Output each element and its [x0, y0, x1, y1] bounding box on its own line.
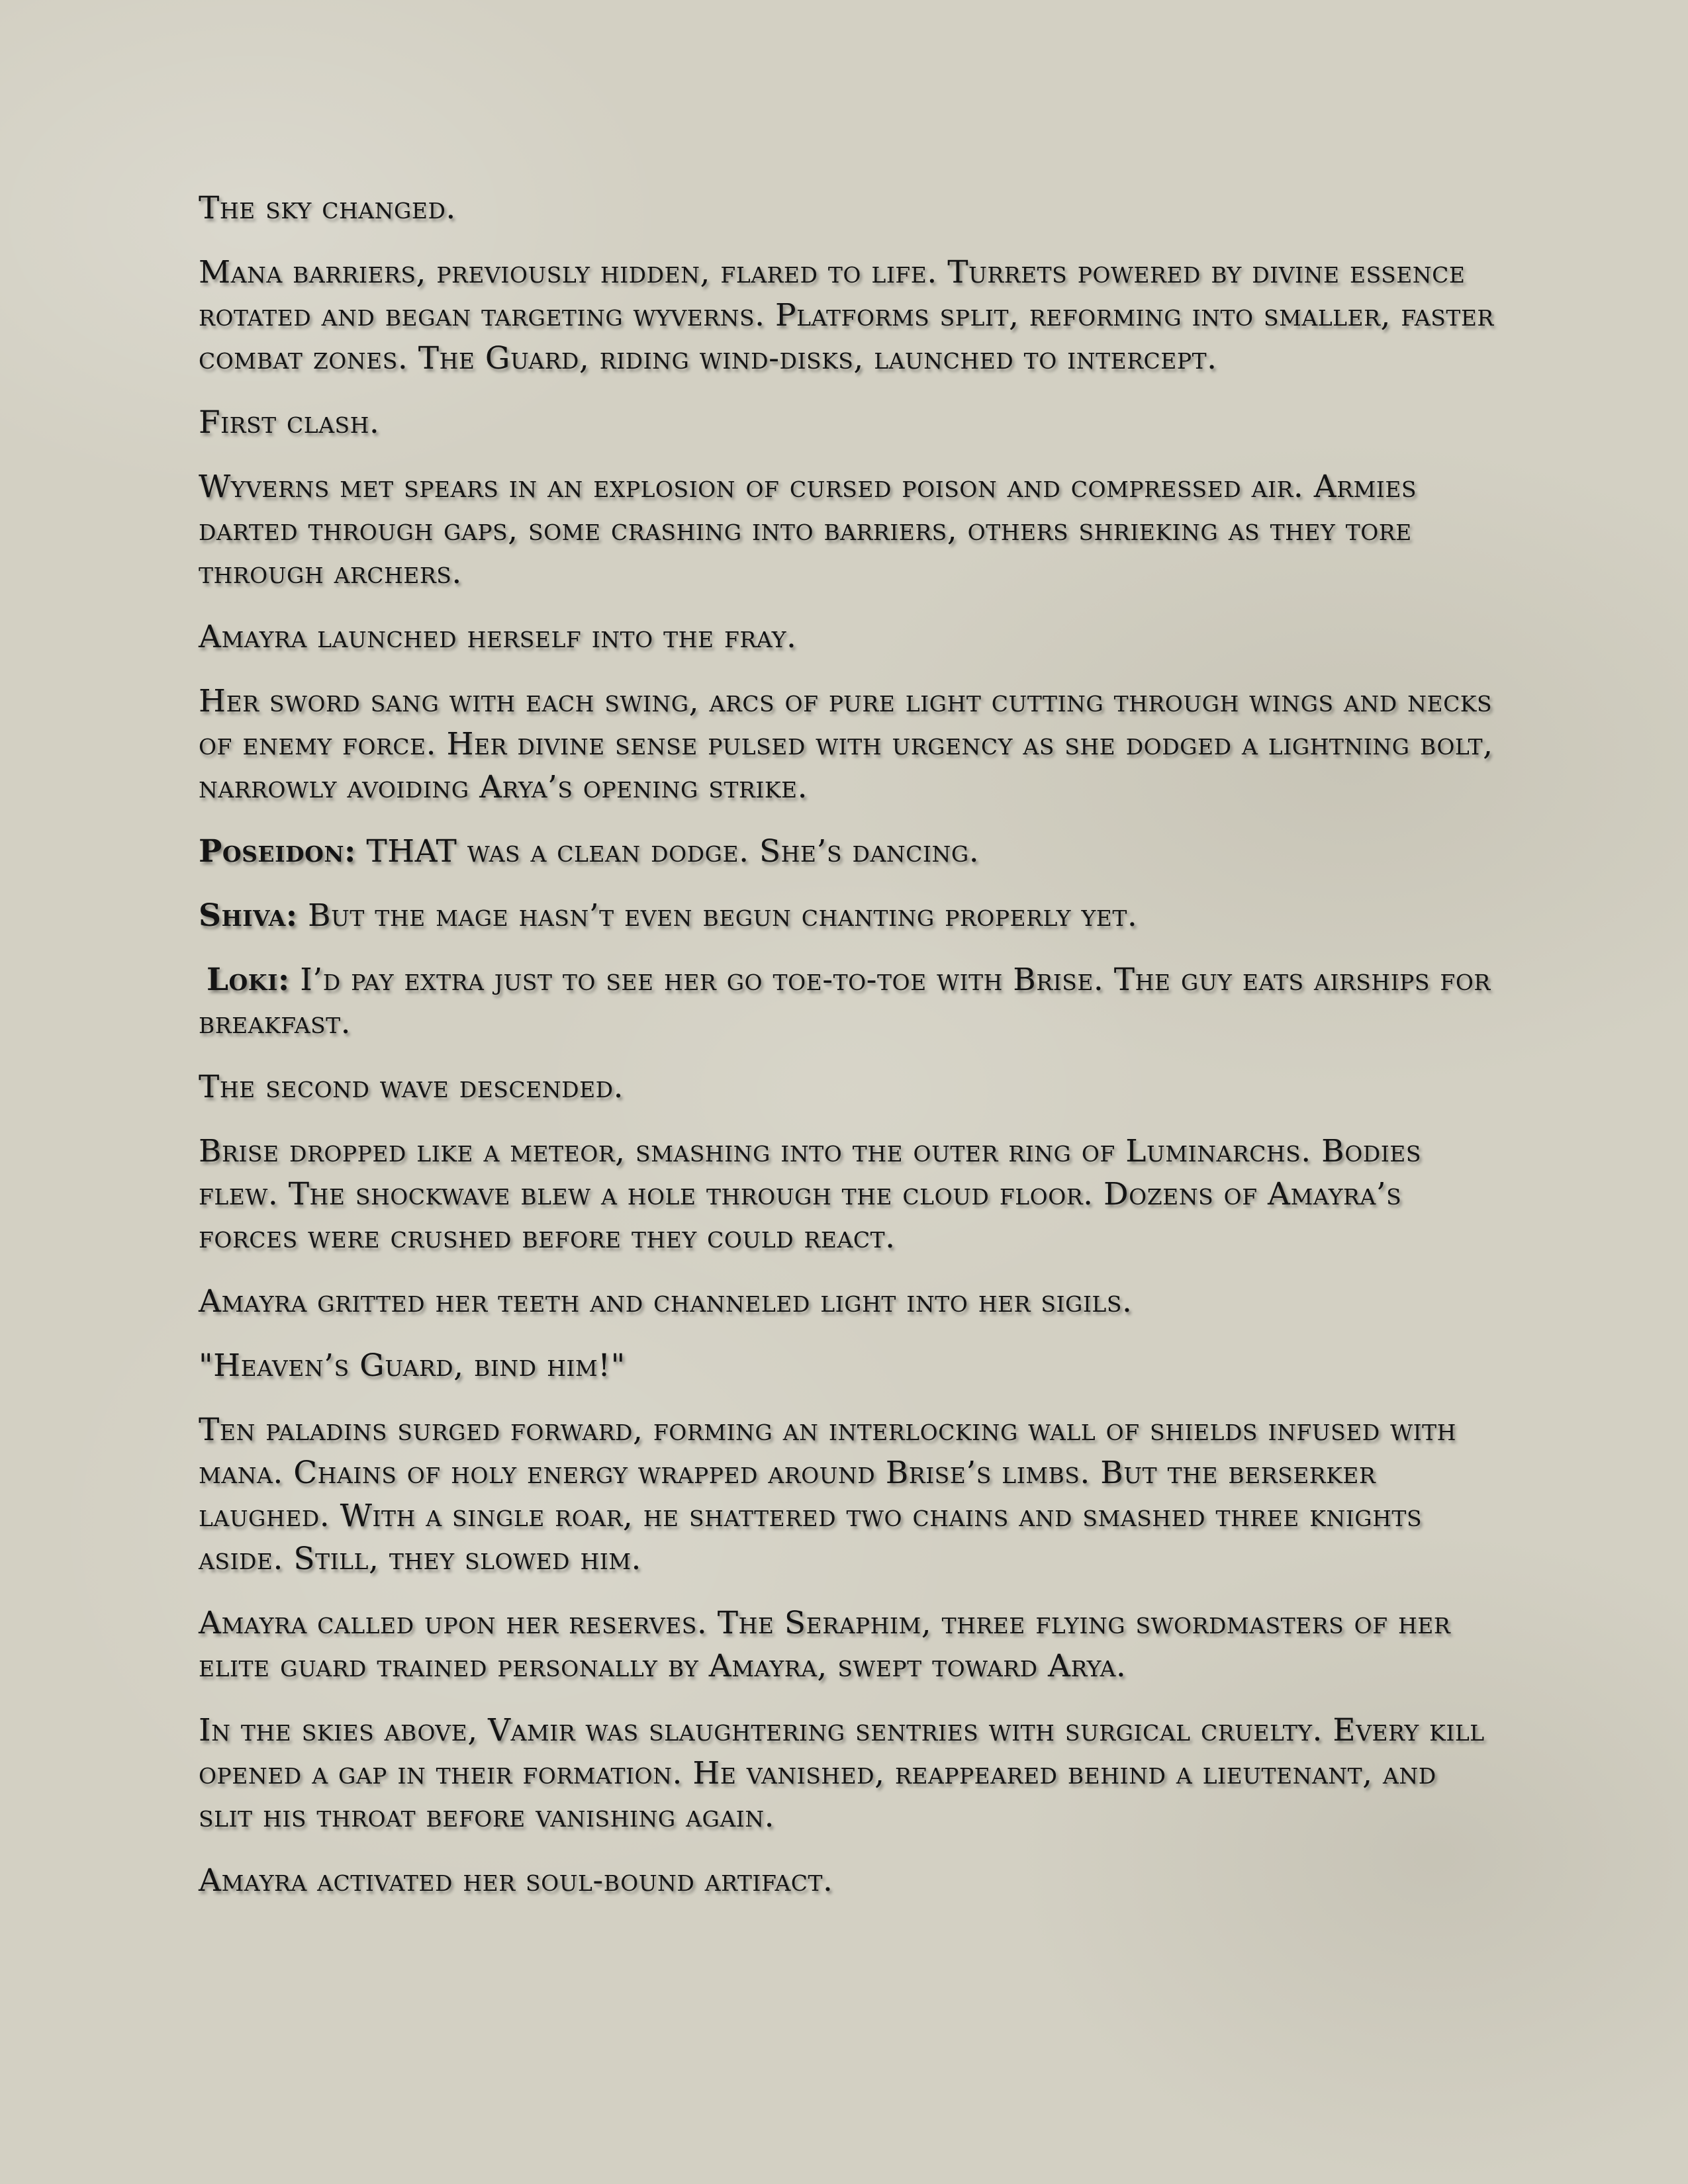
- paragraph: Amayra called upon her reserves. The Seraphim, three flying swordmasters of her elite guard trained personally by Amayra, swept toward Arya.: [199, 1605, 1451, 1684]
- paragraph: Mana barriers, previously hidden, flared to life. Turrets powered by divine essence rotated and began targeting wyverns. Platforms split, reforming into smaller, faster combat zones. The Guard, riding wind-disks, launched to intercept.: [199, 254, 1494, 377]
- dialogue-line: [199, 894, 1496, 937]
- speaker-name: Shiva:: [199, 897, 298, 934]
- paragraph: The sky changed.: [199, 190, 456, 226]
- dialogue-text: But the mage hasn’t even begun chanting properly yet.: [297, 897, 1138, 934]
- paragraph: Amayra activated her soul-bound artifact.: [199, 1862, 833, 1899]
- paragraph: Amayra launched herself into the fray.: [199, 619, 797, 655]
- paragraph: Ten paladins surged forward, forming an interlocking wall of shields infused with mana. Chains of holy energy wrapped around Brise’s limbs. But the berserker laughed. With a single roar, he shattered two chains and smashed three knights aside. Still, they slowed him.: [199, 1412, 1456, 1577]
- dialogue-text: THAT was a clean dodge. She’s dancing.: [355, 833, 980, 870]
- speaker-name: Loki:: [207, 962, 290, 998]
- paragraph: In the skies above, Vamir was slaughtering sentries with surgical cruelty. Every kill opened a gap in their formation. He vanished, reappeared behind a lieutenant, and slit his throat before vanishing again.: [199, 1712, 1485, 1835]
- paragraph: Brise dropped like a meteor, smashing into the outer ring of Luminarchs. Bodies flew. The shockwave blew a hole through the cloud floor. Dozens of Amayra’s forces were crushed before they could react.: [199, 1133, 1421, 1255]
- text-column: [199, 187, 1496, 1923]
- paragraph: The second wave descended.: [199, 1069, 624, 1105]
- paragraph: Her sword sang with each swing, arcs of pure light cutting through wings and necks of enemy force. Her divine sense pulsed with urgency as she dodged a lightning bolt, narrowly avoiding Arya’s opening strike.: [199, 683, 1493, 805]
- paragraph: Amayra gritted her teeth and channeled light into her sigils.: [199, 1283, 1133, 1320]
- dialogue-line: [199, 830, 1496, 873]
- speaker-name: Poseidon:: [199, 833, 356, 870]
- dialogue-text: I’d pay extra just to see her go toe-to-toe with Brise. The guy eats airships for breakfast.: [199, 962, 1491, 1041]
- paragraph: First clash.: [199, 404, 380, 441]
- quoted-line: "Heaven’s Guard, bind him!": [199, 1347, 626, 1384]
- paragraph: Wyverns met spears in an explosion of cursed poison and compressed air. Armies darted through gaps, some crashing into barriers, others shrieking as they tore through archers.: [199, 469, 1417, 591]
- dialogue-line: [199, 958, 1496, 1044]
